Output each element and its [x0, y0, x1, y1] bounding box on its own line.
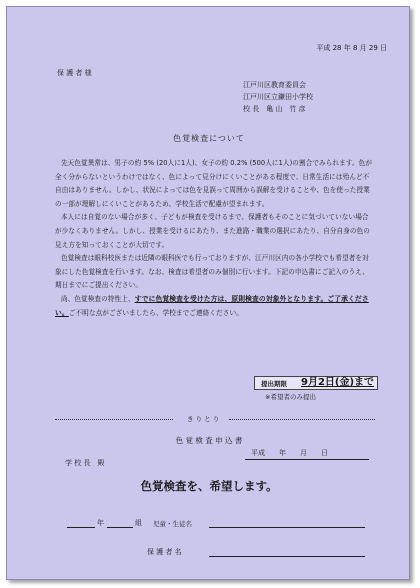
- form-title: 色 覚 検 査 申 込 書: [175, 436, 243, 445]
- addressee: 保 護 者 様: [57, 69, 92, 77]
- deadline-box: [254, 376, 378, 390]
- request-statement: 色覚検査を、希望します。: [140, 479, 278, 493]
- deadline-value: 9月2日(金)まで: [301, 377, 375, 388]
- cut-line-left: [55, 419, 173, 420]
- paragraph-4-notice: すでに色覚検査を受けた方は、原則検査の対象外となります。ご了承ください。: [55, 294, 369, 317]
- issuer-line-2: 江戸川区立鎌田小学校: [243, 93, 313, 101]
- form-date: 平成 年 月 日: [251, 449, 328, 457]
- paragraph-3: 色覚検査は眼科校医または近隣の眼科医でも行っておりますが、江戸川区内の各小学校でも希望者を対象にした色覚検査を行います。なお、検査は希望者のみ個別に行います。下記の申込書にご記入のうえ、期日までにご提出ください。: [55, 254, 369, 290]
- form-addressee: 学 校 長 殿: [65, 459, 105, 467]
- deadline-note: ※希望者のみ提出: [265, 393, 316, 401]
- student-name-label: 児童・生徒名: [153, 520, 192, 528]
- paragraph-4-lead: 尚、色覚検査の特性上、: [60, 294, 135, 303]
- guardian-name-label: 保 護 者 名: [147, 548, 182, 556]
- class-field[interactable]: [107, 527, 133, 528]
- paragraph-4-tail: ご不明な点がございましたら、学校までご連絡ください。: [68, 308, 243, 317]
- issue-date: 平成 28 年 8 月 29 日: [316, 44, 387, 52]
- guardian-name-field[interactable]: [209, 556, 365, 557]
- body-text: [55, 157, 373, 320]
- document-page: [6, 6, 410, 580]
- cut-line-right: [229, 419, 375, 420]
- paragraph-2: 本人には自覚のない場合が多く、子どもが検査を受けるまで、保護者もそのことに気づいていない場合が少なくありません。しかし、授業を受けるにあたり、また進路・職業の選択にあたり、自分自身の色の見え方を知っておくことが大切です。: [55, 213, 370, 249]
- cut-line-label: き り と り: [187, 415, 220, 423]
- grade-field[interactable]: [67, 527, 95, 528]
- form-date-underline: [245, 459, 369, 460]
- document-title: 色覚検査について: [173, 134, 245, 143]
- grade-label: 年: [97, 519, 104, 527]
- student-name-field[interactable]: [209, 527, 365, 528]
- class-label: 組: [135, 519, 142, 527]
- paragraph-1: 先天色覚異常は、男子の約 5% (20人に1人)、女子の約 0.2% (500人に1人)の割合でみられます。色が全く分からないというわけではなく、色によって見分けにくいことがある程度で、日常生活には殆んど不自由はありません。しかし、状況によっては色を見誤って周囲から誤解を受けることや、色を使った授業の一部が理解しにくいことがあるため、学校生活で配慮が望まれます。: [55, 159, 373, 208]
- deadline-label: 提出期限: [261, 380, 287, 388]
- paragraph-4: [55, 293, 373, 320]
- issuer-line-1: 江戸川区教育委員会: [243, 81, 306, 89]
- issuer-line-3: 校 長 亀 山 竹 彦: [243, 105, 306, 113]
